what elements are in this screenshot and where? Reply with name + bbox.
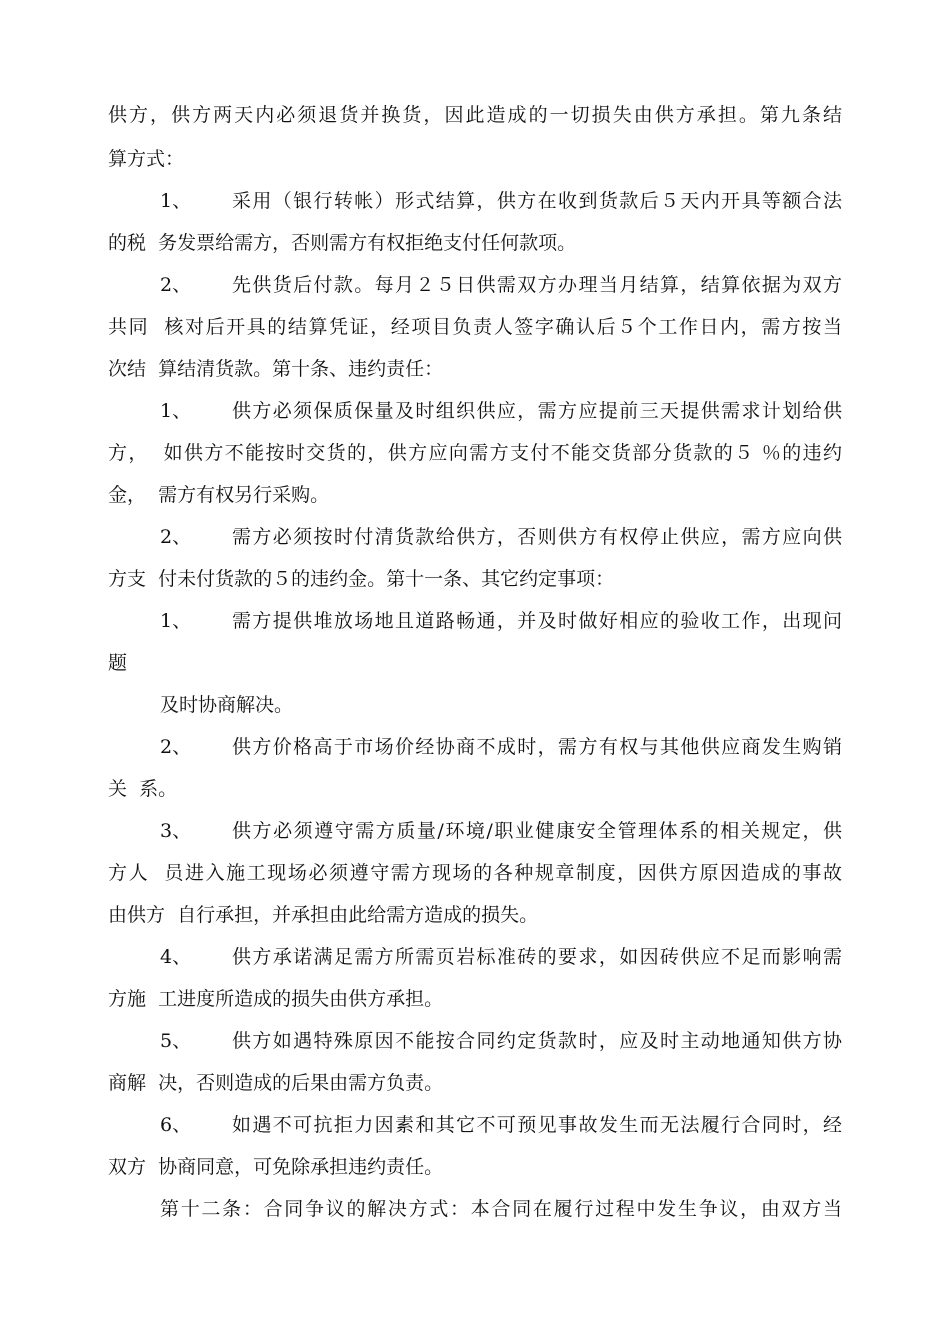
text-line: 需方必须按时付清货款给供方，否则供方有权停止供应，需方应向供 — [232, 526, 842, 548]
text-line: 金， 需方有权另行采购。 — [108, 484, 330, 506]
clause-number: 2、 — [160, 736, 192, 758]
text-line: 方人 员进入施工现场必须遵守需方现场的各种规章制度，因供方原因造成的事故 — [108, 862, 842, 884]
clause-number: 2、 — [160, 274, 192, 296]
text-line: 方支 付未付货款的５的违约金。第十一条、其它约定事项： — [108, 568, 615, 590]
text-line: 先供货后付款。每月２５日供需双方办理当月结算，结算依据为双方 — [232, 274, 842, 296]
text-line: 供方必须保质保量及时组织供应，需方应提前三天提供需求计划给供 — [232, 400, 842, 422]
text-line: 的税 务发票给需方，否则需方有权拒绝支付任何款项。 — [108, 232, 577, 254]
clause-number: 5、 — [160, 1030, 192, 1052]
text-line: 双方 协商同意，可免除承担违约责任。 — [108, 1156, 444, 1178]
clause-number: 1、 — [160, 610, 192, 632]
clause-number: 1、 — [160, 190, 192, 212]
text-line: 共同 核对后开具的结算凭证，经项目负责人签字确认后５个工作日内，需方按当 — [108, 316, 842, 338]
text-line: 次结 算结清货款。第十条、违约责任： — [108, 358, 444, 380]
text-line: 方， 如供方不能按时交货的，供方应向需方支付不能交货部分货款的５ ％的违约 — [108, 442, 842, 464]
text-line: 关 系。 — [108, 778, 178, 800]
clause-number: 1、 — [160, 400, 192, 422]
text-line: 供方价格高于市场价经协商不成时，需方有权与其他供应商发生购销 — [232, 736, 842, 758]
text-line: 需方提供堆放场地且道路畅通，并及时做好相应的验收工作，出现问 — [232, 610, 842, 632]
text-line: 题 — [108, 652, 128, 674]
text-line: 供方，供方两天内必须退货并换货，因此造成的一切损失由供方承担。第九条结 — [108, 104, 842, 126]
text-line: 及时协商解决。 — [160, 694, 294, 716]
text-line: 供方如遇特殊原因不能按合同约定货款时，应及时主动地通知供方协 — [232, 1030, 842, 1052]
text-line: 供方必须遵守需方质量/环境/职业健康安全管理体系的相关规定，供 — [232, 820, 842, 842]
clause-number: 3、 — [160, 820, 192, 842]
text-line: 供方承诺满足需方所需页岩标准砖的要求，如因砖供应不足而影响需 — [232, 946, 842, 968]
clause-number: 4、 — [160, 946, 192, 968]
text-line: 如遇不可抗拒力因素和其它不可预见事故发生而无法履行合同时，经 — [232, 1114, 842, 1136]
text-line: 采用（银行转帐）形式结算，供方在收到货款后５天内开具等额合法 — [232, 190, 842, 212]
text-line: 第十二条：合同争议的解决方式：本合同在履行过程中发生争议，由双方当 — [160, 1198, 842, 1220]
clause-number: 2、 — [160, 526, 192, 548]
text-line: 商解 决，否则造成的后果由需方负责。 — [108, 1072, 444, 1094]
text-line: 方施 工进度所造成的损失由供方承担。 — [108, 988, 444, 1010]
text-line: 由供方 自行承担，并承担由此给需方造成的损失。 — [108, 904, 539, 926]
clause-number: 6、 — [160, 1114, 192, 1136]
text-line: 算方式： — [108, 148, 185, 170]
